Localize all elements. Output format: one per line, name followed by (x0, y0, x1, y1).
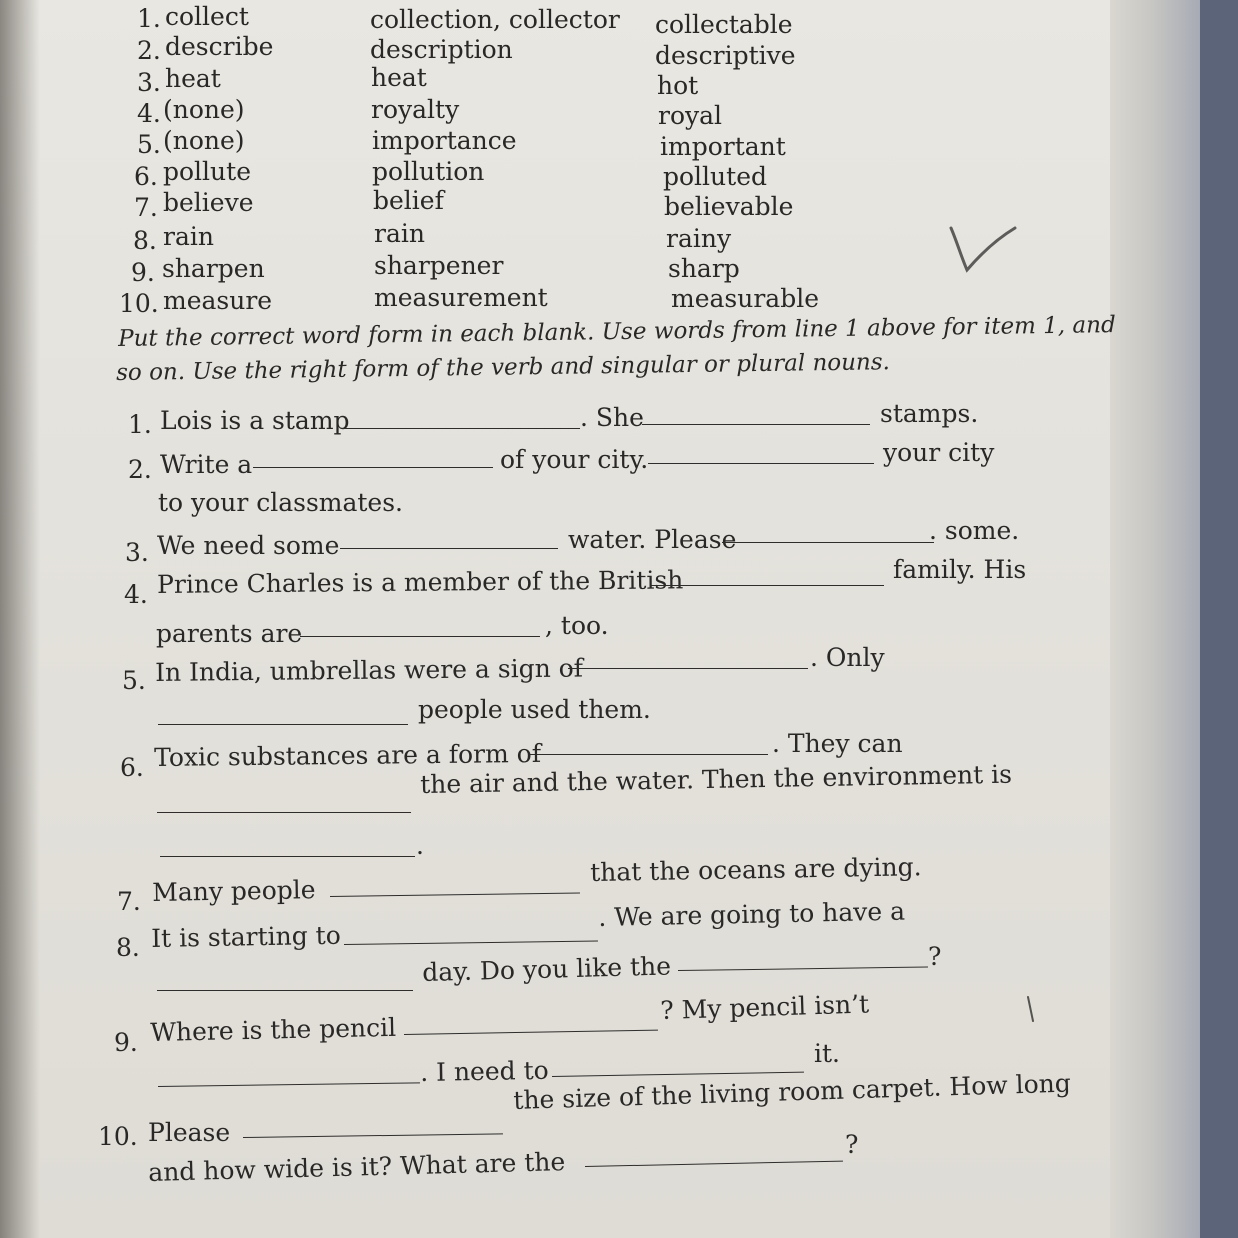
exercise-text: family. His (893, 555, 1027, 584)
exercise-number: 7. (117, 887, 141, 916)
adjective-cell: measurable (671, 284, 819, 313)
exercise-text: Many people (151, 875, 316, 907)
answer-blank[interactable] (158, 724, 408, 725)
exercise-text: . some. (929, 516, 1020, 545)
exercise-number: 6. (120, 753, 144, 782)
exercise-number: 1. (128, 410, 152, 439)
noun-cell: description (370, 35, 513, 64)
answer-blank[interactable] (157, 990, 413, 991)
row-number: 1. (137, 4, 161, 33)
row-number: 9. (131, 258, 155, 287)
row-number: 10. (119, 289, 159, 318)
exercise-text: ? My pencil isn’t (659, 989, 870, 1025)
answer-blank[interactable] (642, 424, 870, 425)
answer-blank[interactable] (157, 812, 411, 813)
exercise-number: 2. (128, 455, 152, 484)
exercise-number: 9. (114, 1028, 138, 1057)
verb-cell: measure (163, 286, 273, 315)
exercise-text: . Only (810, 643, 885, 672)
exercise-text: parents are (156, 619, 303, 648)
exercise-text: that the oceans are dying. (589, 852, 922, 887)
answer-blank[interactable] (160, 856, 415, 857)
exercise-text: and how wide is it? What are the (147, 1147, 566, 1187)
answer-blank[interactable] (568, 668, 808, 669)
adjective-cell: sharp (668, 254, 740, 283)
exercise-text: Where is the pencil (149, 1012, 397, 1047)
answer-blank[interactable] (344, 940, 598, 945)
exercise-text: . I need to (419, 1055, 549, 1087)
answer-blank[interactable] (722, 542, 934, 543)
answer-blank[interactable] (585, 1161, 843, 1167)
adjective-cell: rainy (666, 224, 732, 253)
exercise-text: . She (580, 403, 644, 432)
binding-shadow (0, 0, 40, 1238)
noun-cell: importance (372, 126, 517, 155)
answer-blank[interactable] (330, 893, 580, 897)
row-number: 2. (137, 36, 161, 65)
noun-cell: pollution (372, 157, 485, 186)
verb-cell: collect (165, 2, 249, 31)
exercise-text: ? (845, 1130, 859, 1159)
adjective-cell: descriptive (655, 41, 796, 70)
noun-cell: royalty (371, 95, 460, 124)
exercise-text: . We are going to have a (597, 896, 906, 932)
verb-cell: describe (165, 32, 274, 61)
verb-cell: (none) (163, 95, 245, 124)
exercise-text: to your classmates. (158, 488, 404, 517)
answer-blank[interactable] (404, 1030, 658, 1035)
noun-cell: sharpener (374, 251, 504, 280)
answer-blank[interactable] (342, 428, 580, 429)
exercise-text: . (416, 831, 424, 860)
row-number: 4. (137, 99, 161, 128)
instruction-line: so on. Use the right form of the verb and singular or plural nouns. (115, 349, 891, 386)
verb-cell: believe (163, 188, 254, 217)
exercise-text: day. Do you like the (421, 951, 672, 987)
exercise-text: It is starting to (150, 920, 342, 953)
exercise-text: Prince Charles is a member of the British (156, 565, 684, 599)
answer-blank[interactable] (243, 1133, 503, 1138)
row-number: 8. (133, 226, 157, 255)
noun-cell: belief (373, 186, 444, 215)
exercise-text: people used them. (418, 695, 651, 724)
exercise-text: , too. (545, 611, 609, 640)
adjective-cell: hot (657, 71, 699, 100)
exercise-text: water. Please (568, 525, 737, 554)
exercise-text: your city (883, 438, 995, 467)
exercise-number: 3. (125, 538, 149, 567)
exercise-number: 8. (116, 933, 140, 962)
exercise-text: of your city. (500, 445, 649, 474)
answer-blank[interactable] (650, 585, 884, 586)
answer-blank[interactable] (528, 754, 768, 755)
answer-blank[interactable] (158, 1082, 420, 1087)
verb-cell: (none) (163, 126, 245, 155)
check-mark-icon (945, 220, 1020, 280)
noun-cell: rain (374, 219, 425, 248)
page-edge (1110, 0, 1200, 1238)
exercise-text: it. (814, 1039, 840, 1068)
exercise-text: ? (928, 942, 942, 971)
answer-blank[interactable] (678, 967, 928, 971)
row-number: 3. (137, 68, 161, 97)
row-number: 5. (137, 130, 161, 159)
row-number: 6. (134, 162, 158, 191)
exercise-text: Toxic substances are a form of (153, 738, 542, 772)
verb-cell: heat (165, 64, 221, 93)
noun-cell: measurement (374, 283, 548, 312)
answer-blank[interactable] (340, 548, 558, 549)
row-number: 7. (134, 193, 158, 222)
adjective-cell: important (660, 132, 786, 161)
instruction-line: Put the correct word form in each blank. Use words from line 1 above for item 1, and (117, 312, 1116, 352)
exercise-text: the size of the living room carpet. How long (512, 1068, 1072, 1115)
adjective-cell: royal (658, 101, 723, 130)
answer-blank[interactable] (253, 467, 493, 468)
exercise-number: 4. (124, 580, 148, 609)
answer-blank[interactable] (552, 1072, 804, 1077)
noun-cell: collection, collector (370, 5, 620, 34)
exercise-number: 10. (98, 1122, 138, 1151)
exercise-text: . They can (772, 729, 903, 758)
verb-cell: rain (163, 222, 214, 251)
exercise-number: 5. (122, 666, 146, 695)
noun-cell: heat (371, 63, 427, 92)
exercise-text: the air and the water. Then the environment is (419, 759, 1013, 799)
verb-cell: sharpen (162, 254, 265, 283)
exercise-text: Lois is a stamp (160, 406, 350, 435)
exercise-text: stamps. (880, 399, 979, 428)
verb-cell: pollute (163, 157, 251, 186)
answer-blank[interactable] (300, 636, 540, 637)
answer-blank[interactable] (648, 463, 874, 464)
exercise-text: We need some (157, 531, 340, 560)
adjective-cell: collectable (655, 10, 793, 39)
pencil-mark-icon (1025, 995, 1037, 1025)
adjective-cell: believable (664, 192, 794, 221)
exercise-text: Please (148, 1118, 231, 1147)
exercise-text: Write a (160, 450, 253, 479)
adjective-cell: polluted (663, 162, 767, 191)
exercise-text: In India, umbrellas were a sign of (154, 653, 584, 687)
